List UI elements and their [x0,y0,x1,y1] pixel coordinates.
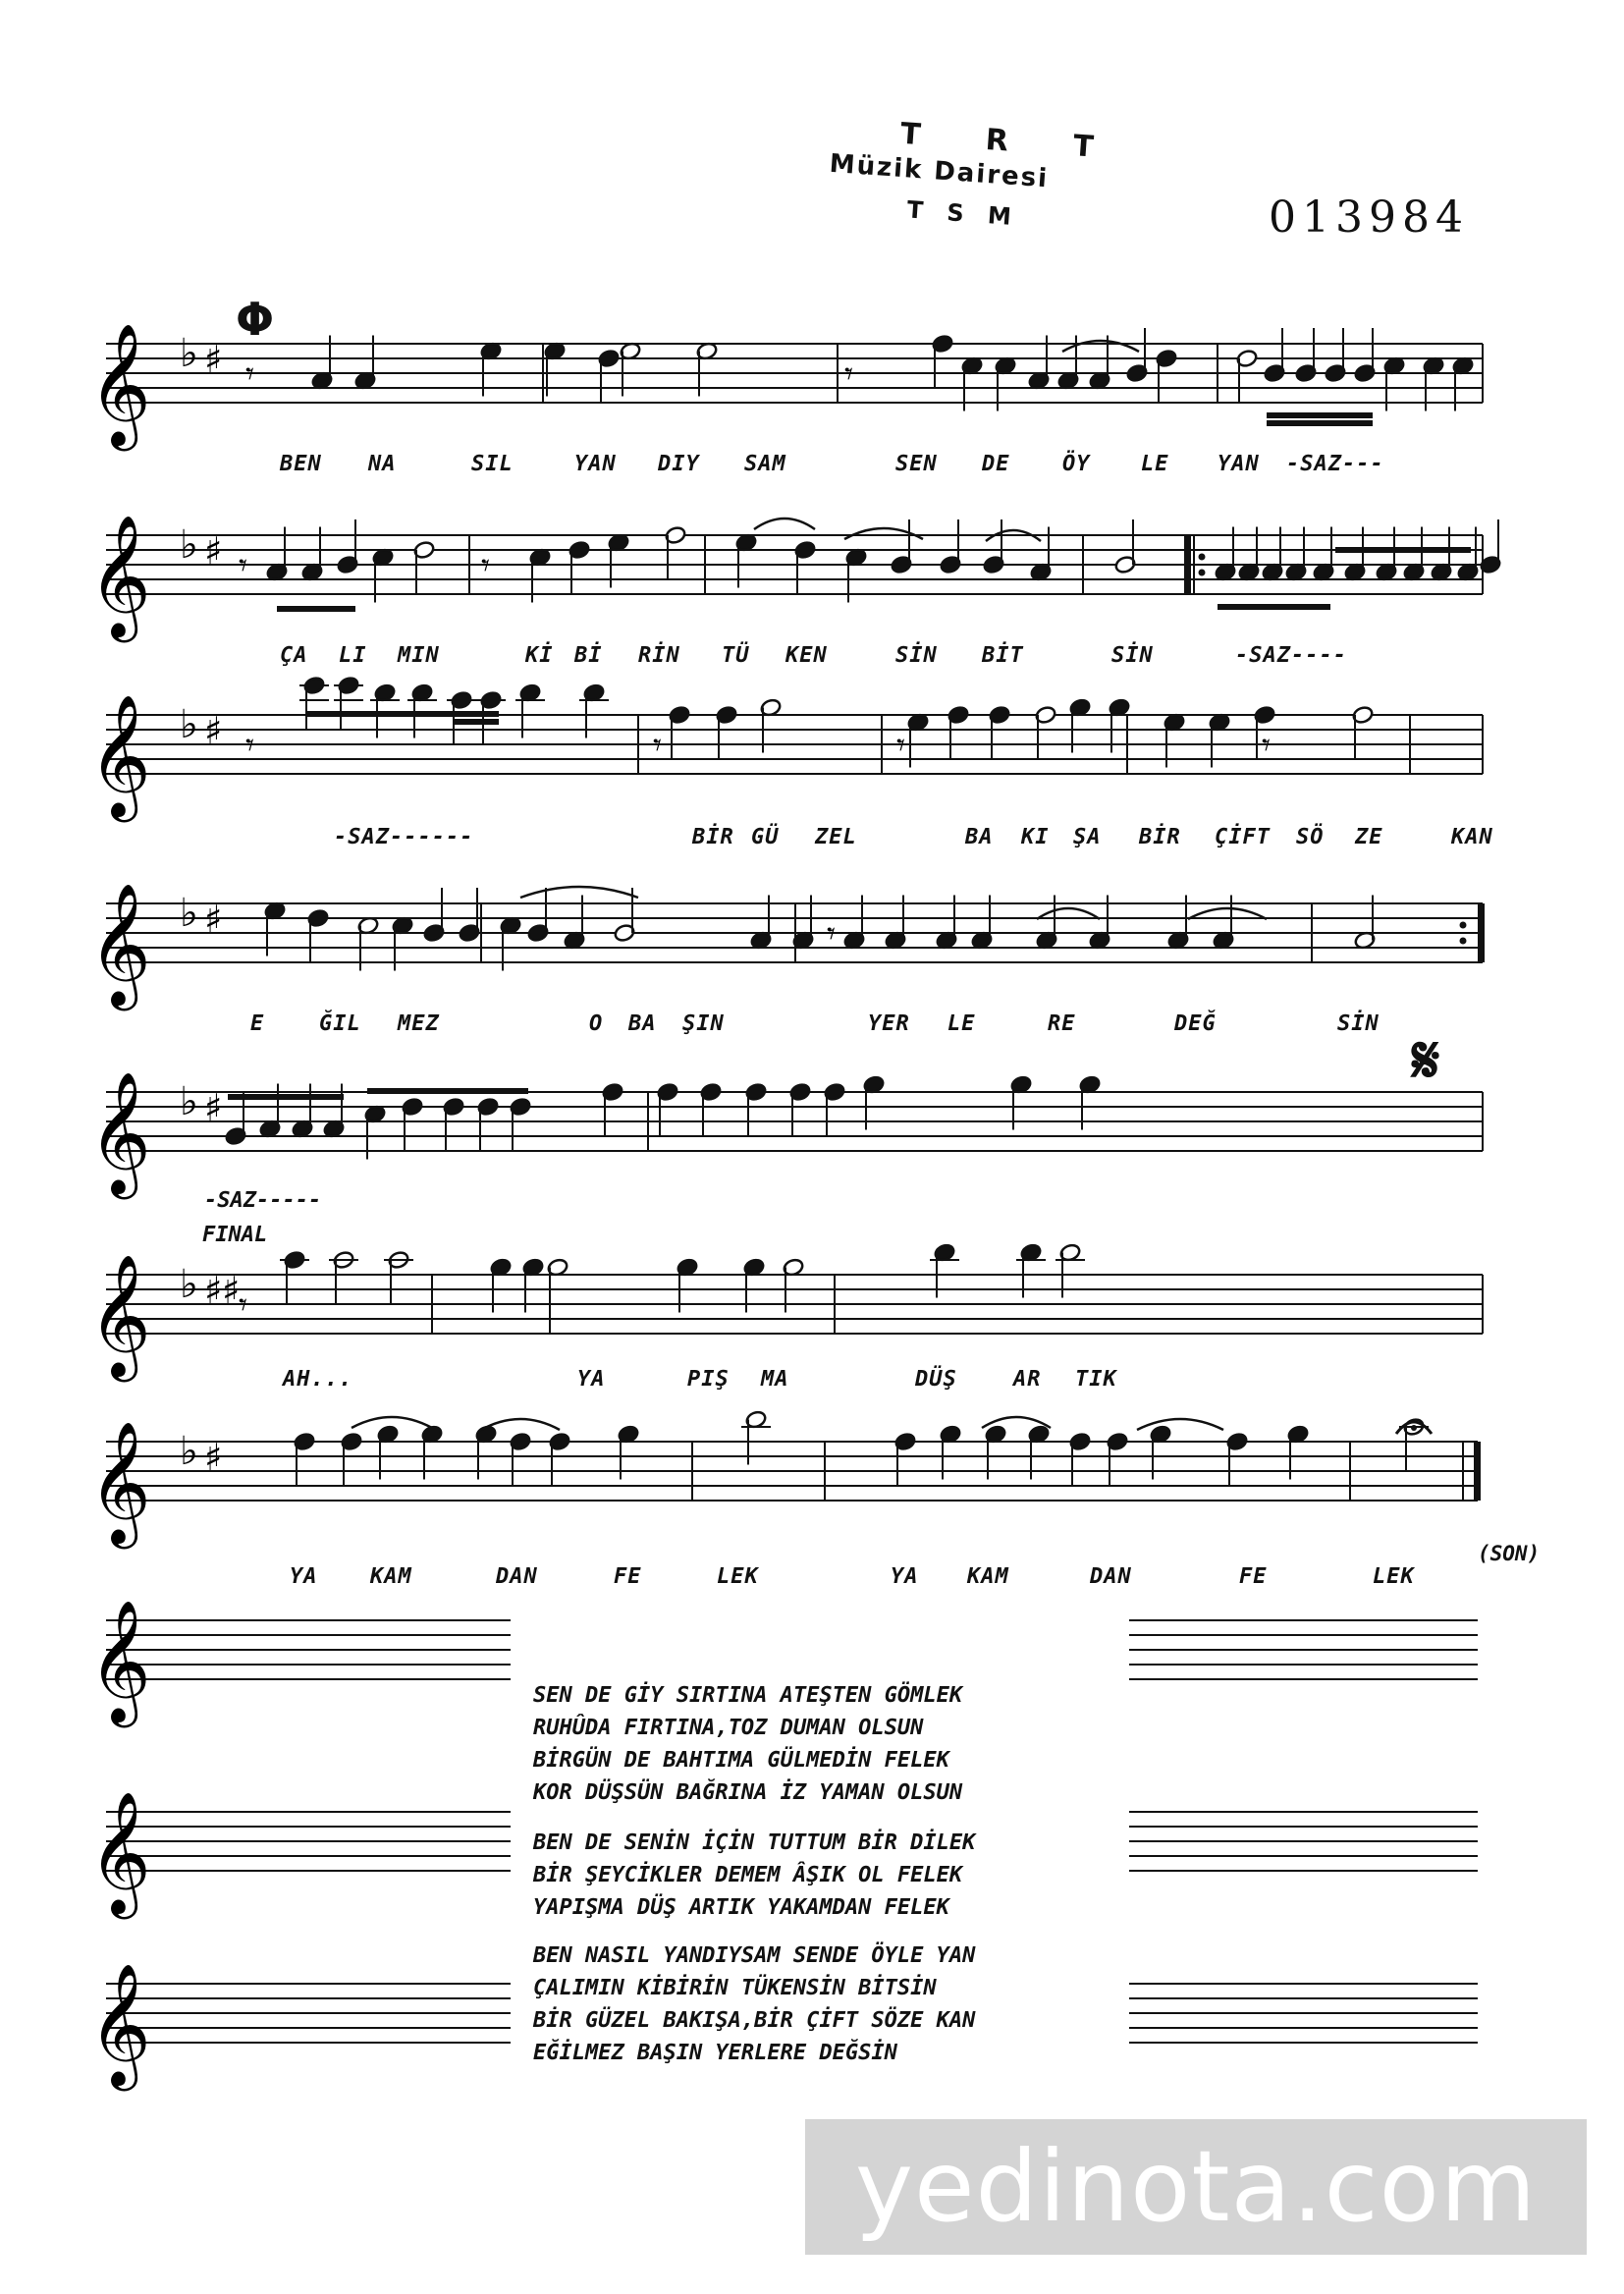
verse-block [533,1939,975,2069]
coda-sign: Φ [236,293,275,346]
treble-clef: 𝄞 [88,323,151,446]
lyric-syllable: KAN [1451,825,1493,849]
lyric-syllable: NA [368,452,397,476]
slur [520,887,638,898]
flat-sign: ♭ [180,522,198,568]
verse-line: KOR DÜŞSÜN BAĞRINA İZ YAMAN OLSUN [533,1780,963,1805]
treble-clef: 𝄞 [88,1254,151,1377]
lyric-syllable: SEN [895,452,938,476]
lyric-syllable: KAM [370,1564,412,1589]
lyric-syllable: RE [1048,1011,1076,1036]
thick-barline [1184,535,1191,594]
lyric-syllable: ÖY [1062,452,1091,476]
final-marker: FINAL [202,1223,268,1247]
beam [306,711,499,717]
sharp-sign: ♯ [204,338,223,381]
verse-line: BEN DE SENİN İÇİN TUTTUM BİR DİLEK [533,1830,976,1855]
lyric-syllable: FE [1239,1564,1268,1589]
flat-sign: ♭ [180,1079,198,1124]
treble-clef: 𝄞 [88,1791,151,1914]
lyric-syllable: YA [290,1564,318,1589]
beam [1218,604,1330,610]
marks-layer [228,341,1485,1501]
lyric-syllable: DAN [1090,1564,1132,1589]
verse-line: BİRGÜN DE BAHTIMA GÜLMEDİN FELEK [533,1748,949,1773]
lyric-syllable: BİR [692,825,734,849]
slur [1062,341,1139,352]
end-marker: (SON) [1478,1542,1541,1565]
lyric-syllable: BİT [982,643,1024,668]
stamp-line-2: Müzik Dairesi [828,148,1050,194]
lyric-syllable: FE [614,1564,642,1589]
lyric-syllable: SAM [744,452,786,476]
lyric-syllable: BEN [280,452,322,476]
flat-sign: ♭ [180,1262,198,1307]
lyric-syllable: TIK [1075,1367,1117,1392]
lyric-syllable: LEK [1373,1564,1415,1589]
lyric-syllable: SİN [895,643,938,668]
lyric-syllable: SİN [1337,1011,1380,1036]
flat-sign: ♭ [180,702,198,747]
repeat-dot [1199,554,1206,561]
document-number: 013984 [1269,192,1469,243]
verse-line: BEN NASIL YANDIYSAM SENDE ÖYLE YAN [533,1943,976,1968]
repeat-dot [1460,938,1467,945]
beam [277,606,355,612]
lyric-syllable: MEZ [398,1011,440,1036]
rest: 𝄾 [481,546,491,585]
saz-final-marker: -SAZ----- [204,1188,322,1213]
lyric-syllable: SIL [471,452,514,476]
rest: 𝄾 [844,355,854,394]
rest: 𝄾 [239,1285,248,1325]
lyric-syllable: -SAZ------ [334,825,474,849]
lyric-syllable: ĞIL [319,1011,361,1036]
lyric-syllable: YER [868,1011,910,1036]
lyric-syllable: MIN [398,643,440,668]
lyric-syllable: TÜ [722,643,750,668]
beam [1335,547,1471,553]
lyric-syllable: ÇA [280,643,308,668]
lyric-syllable: GÜ [751,825,780,849]
repeat-dot [1460,922,1467,929]
lyric-syllable: ŞIN [682,1011,725,1036]
note-row [266,519,1502,603]
rest: 𝄾 [896,726,906,765]
staff [88,323,1483,451]
lyric-syllable: Kİ [525,643,554,668]
sharp-sign: ♯ [204,1086,223,1129]
sharp-sign: ♯ [204,709,223,752]
stamp-line-1: T R T [898,116,1122,167]
lyric-syllable: LE [1141,452,1169,476]
lyric-syllable: DIY [658,452,700,476]
treble-clef: 𝄞 [88,1421,151,1544]
verse-line: ÇALIMIN KİBİRİN TÜKENSİN BİTSİN [533,1976,937,2000]
lyric-syllable: PIŞ [687,1367,730,1392]
lyric-syllable: SİN [1111,643,1154,668]
slur [844,528,923,539]
treble-clef: 𝄞 [88,515,151,637]
slur [754,519,815,529]
lyric-syllable: YA [577,1367,606,1392]
verse-line: BİR GÜZEL BAKIŞA,BİR ÇİFT SÖZE KAN [533,2008,976,2033]
flat-sign: ♭ [180,331,198,376]
stamp-line-3: T S M [905,195,1020,232]
lyric-syllable: Bİ [574,643,603,668]
note-row [225,1074,1102,1159]
lyric-syllable: BİR [1139,825,1181,849]
lyric-syllable: BA [628,1011,657,1036]
treble-clef: 𝄞 [88,1963,151,2086]
verse-line: SEN DE GİY SIRTINA ATEŞTEN GÖMLEK [533,1683,963,1708]
lyric-syllable: YAN [574,452,617,476]
note-row [280,1242,1085,1312]
note-row [264,888,1377,971]
lyric-syllable: -SAZ--- [1286,452,1384,476]
treble-clef: 𝄞 [88,883,151,1006]
lyric-syllable: AH... [283,1367,353,1392]
verse-line: RUHÛDA FIRTINA,TOZ DUMAN OLSUN [533,1716,924,1740]
note-row [311,328,1475,411]
beam [367,1088,528,1094]
lyric-syllable: O [589,1011,604,1036]
verse-line: EĞİLMEZ BAŞIN YERLERE DEĞSİN [533,2041,897,2065]
rest: 𝄾 [245,726,255,765]
lyric-syllable: SÖ [1296,825,1325,849]
lyric-syllable: BA [965,825,994,849]
thick-barline [1478,903,1485,962]
verse-line: YAPIŞMA DÜŞ ARTIK YAKAMDAN FELEK [533,1895,949,1920]
lyric-syllable: ŞA [1073,825,1102,849]
lyric-syllable: KEN [785,643,828,668]
verse-line: BİR ŞEYCİKLER DEMEM ÂŞIK OL FELEK [533,1863,963,1887]
lyric-syllable: ZE [1355,825,1383,849]
sharp-sign: ♯ [204,1269,223,1312]
lyric-syllable: AR [1013,1367,1042,1392]
slur [1137,1419,1223,1430]
beam [1267,420,1373,426]
lyric-syllable: MA [761,1367,789,1392]
fermata-dot [1411,1425,1417,1431]
lyric-syllable: KAM [967,1564,1009,1589]
flat-sign: ♭ [180,891,198,936]
lyric-syllable: YA [891,1564,919,1589]
note-row [294,1409,1429,1487]
verse-block [533,1679,962,1809]
staff [88,883,1483,1010]
lyric-syllable: DE [982,452,1010,476]
lyric-syllable: -SAZ---- [1235,643,1347,668]
treble-clef: 𝄞 [88,1071,151,1194]
flat-sign: ♭ [180,1429,198,1474]
lyric-syllable: DAN [496,1564,538,1589]
beam [454,719,499,725]
treble-clef: 𝄞 [88,694,151,817]
rest: 𝄾 [653,726,663,765]
rest: 𝄾 [827,914,837,954]
segno-sign: 𝄋 [1412,1021,1440,1098]
lyric-syllable: YAN [1218,452,1260,476]
lyric-syllable: DEĞ [1174,1011,1217,1036]
thick-barline [1474,1442,1481,1501]
rest: 𝄾 [245,355,255,394]
lyric-syllable: RİN [638,643,680,668]
sharp-sign: ♯ [204,898,223,941]
lyric-syllable: LEK [717,1564,759,1589]
lyric-syllable: DÜŞ [915,1367,957,1392]
lyric-syllable: LE [947,1011,976,1036]
sharp-sign: ♯ [222,1269,241,1312]
lyric-syllable: ZEL [815,825,857,849]
lyric-syllable: E [250,1011,265,1036]
sharp-sign: ♯ [204,529,223,573]
lyric-syllable: ÇİFT [1215,825,1271,849]
rest: 𝄾 [239,546,248,585]
repeat-dot [1199,570,1206,576]
lyric-syllable: KI [1021,825,1050,849]
treble-clef: 𝄞 [88,1600,151,1722]
watermark: yedinota.com [805,2119,1587,2255]
sharp-sign: ♯ [204,1436,223,1479]
rest: 𝄾 [1262,726,1272,765]
beam [228,1094,344,1100]
lyric-syllable: LI [339,643,367,668]
beam [1267,412,1373,418]
verse-block [533,1827,975,1924]
notes-layer [225,328,1502,1487]
